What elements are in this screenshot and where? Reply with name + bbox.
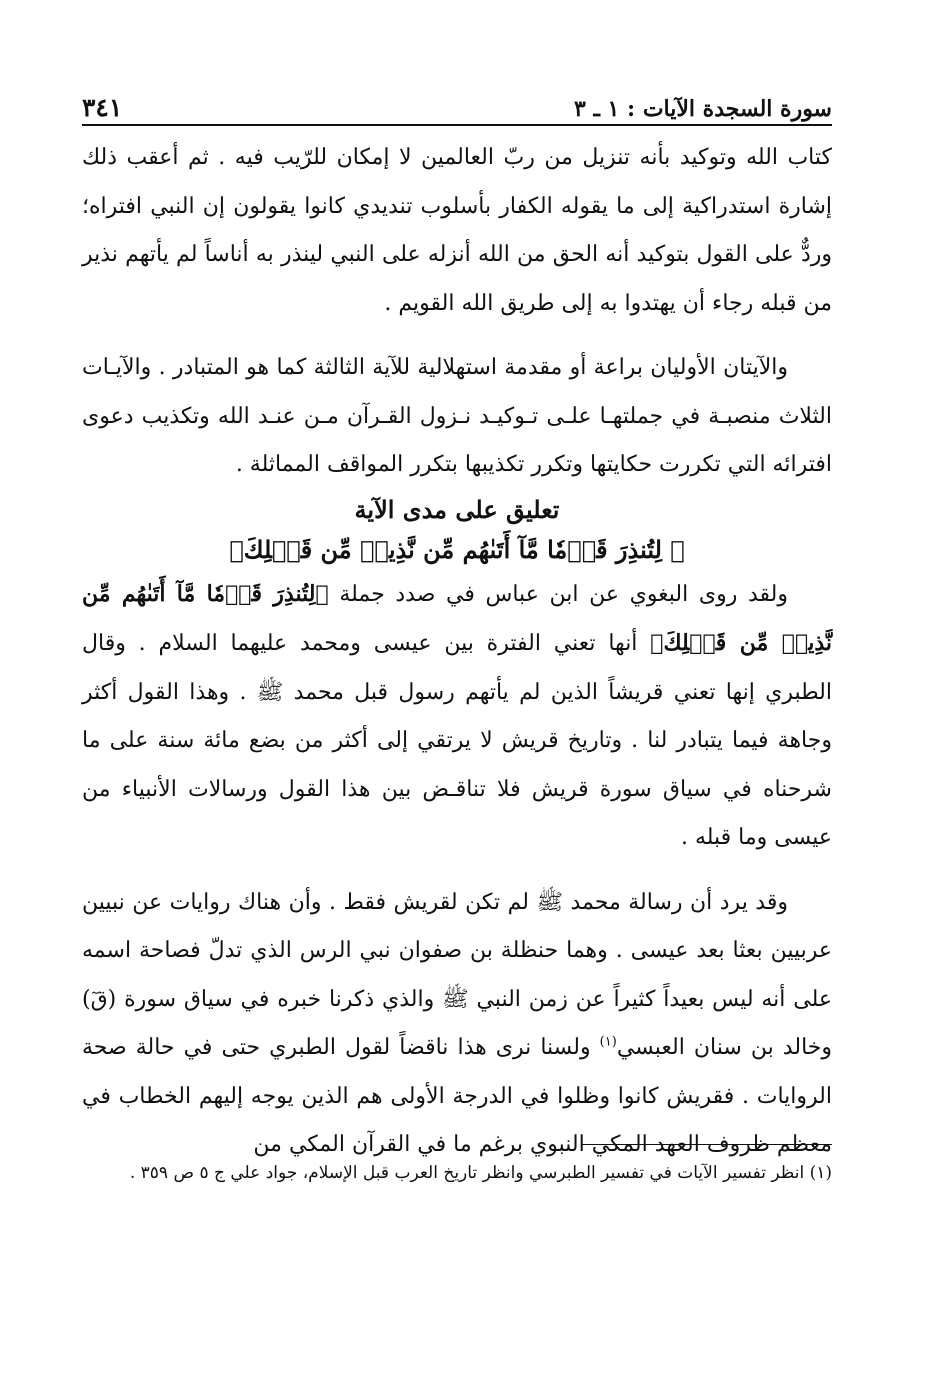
paragraph-3-intro: ولقد روى البغوي عن ابن عباس في صدد جملة	[339, 581, 789, 607]
quran-quote: لِتُنذِرَ قَوۡمٗا مَّآ أَتَىٰهُم مِّن نَّذِيرٖ مِّن قَبۡلِكَ	[82, 580, 832, 656]
ornate-bracket-open: ﴿	[315, 580, 329, 607]
footnote-text: (١) انظر تفسير الآيات في تفسير الطبرسي وانظر تاريخ العرب قبل الإسلام، جواد علي ج ٥ ص ٣٥٩ .	[129, 1163, 832, 1183]
page-number: ٣٤١	[82, 93, 123, 122]
paragraph-3	[82, 570, 832, 863]
ornate-bracket-close: ﴾	[650, 630, 664, 656]
verse-heading: ﴿ لِتُنذِرَ قَوۡمٗا مَّآ أَتَىٰهُم مِّن نَّذِيرٖ مِّن قَبۡلِكَ﴾	[229, 534, 685, 564]
running-title: سورة السجدة الآيات : ١ ـ ٣	[573, 96, 832, 122]
paragraph-3-rest: أنها تعني الفترة بين عيسى ومحمد عليهما السلام . وقال الطبري إنها تعني قريشاً الذين لم يأتهم رسول قبل محمد ﷺ . وهذا القول أكثر وجاهة فيما يتبادر لنا . وتاريخ قريش لا يرتقي إلى أكثر من بضع مائة سنة على ما شرحناه في سياق سورة قريش فلا تناقـض بين هذا القول ورسالات الأنبياء من عيسى وما قبله .	[82, 631, 832, 850]
footnote-rule	[582, 1144, 832, 1145]
paragraph-1: كتاب الله وتوكيد بأنه تنزيل من ربّ العالمين لا إمكان للرّيب فيه . ثم أعقب ذلك إشارة استدراكية إلى ما يقوله الكفار بأسلوب تنديدي كانوا يقولون إن النبي افتراه؛ وردٌّ على القول بتوكيد أنه الحق من الله أنزله على النبي لينذر به أناساً لم يأتهم نذير من قبله رجاء أن يهتدوا به إلى طريق الله القويم .	[82, 145, 832, 316]
paragraph-4-start: وقد يرد أن رسالة محمد ﷺ لم تكن لقريش فقط . وأن هناك روايات عن نبيين عربيين بعثا بعد عيسى . وهما حنظلة بن صفوان نبي الرس الذي تدلّ فصاحة اسمه على أنه ليس بعيداً كثيراً عن زمن النبي ﷺ والذي ذكرنا خبره في سياق سورة (قٓ) وخالد بن سنان العبسي	[82, 889, 832, 1060]
section-heading: تعليق على مدى الآية	[354, 494, 560, 524]
page-body	[82, 134, 832, 1170]
page-header	[82, 82, 832, 122]
footnote	[82, 1156, 832, 1190]
footnote-reference: (١)	[599, 1034, 617, 1050]
header-rule	[82, 124, 832, 126]
paragraph-4-rest: ولسنا نرى هذا ناقضاً لقول الطبري حتى في حالة صحة الروايات . فقريش كانوا وظلوا في الدرجة الأولى هم الذين يوجه إليهم الخطاب في معظم ظروف العهد المكي النبوي برغم ما في القرآن المكي من	[82, 1035, 832, 1157]
paragraph-4	[82, 879, 832, 1170]
paragraph-2: والآيتان الأوليان براعة أو مقدمة استهلالية للآية الثالثة كما هو المتبادر . والآيـات الثلاث منصبـة في جملتهـا علـى تـوكيـد نـزول القـرآن مـن عنـد الله وتكذيب دعوى افترائه التي تكررت حكايتها وتكرر تكذيبها بتكرر المواقف المماثلة .	[82, 355, 832, 477]
